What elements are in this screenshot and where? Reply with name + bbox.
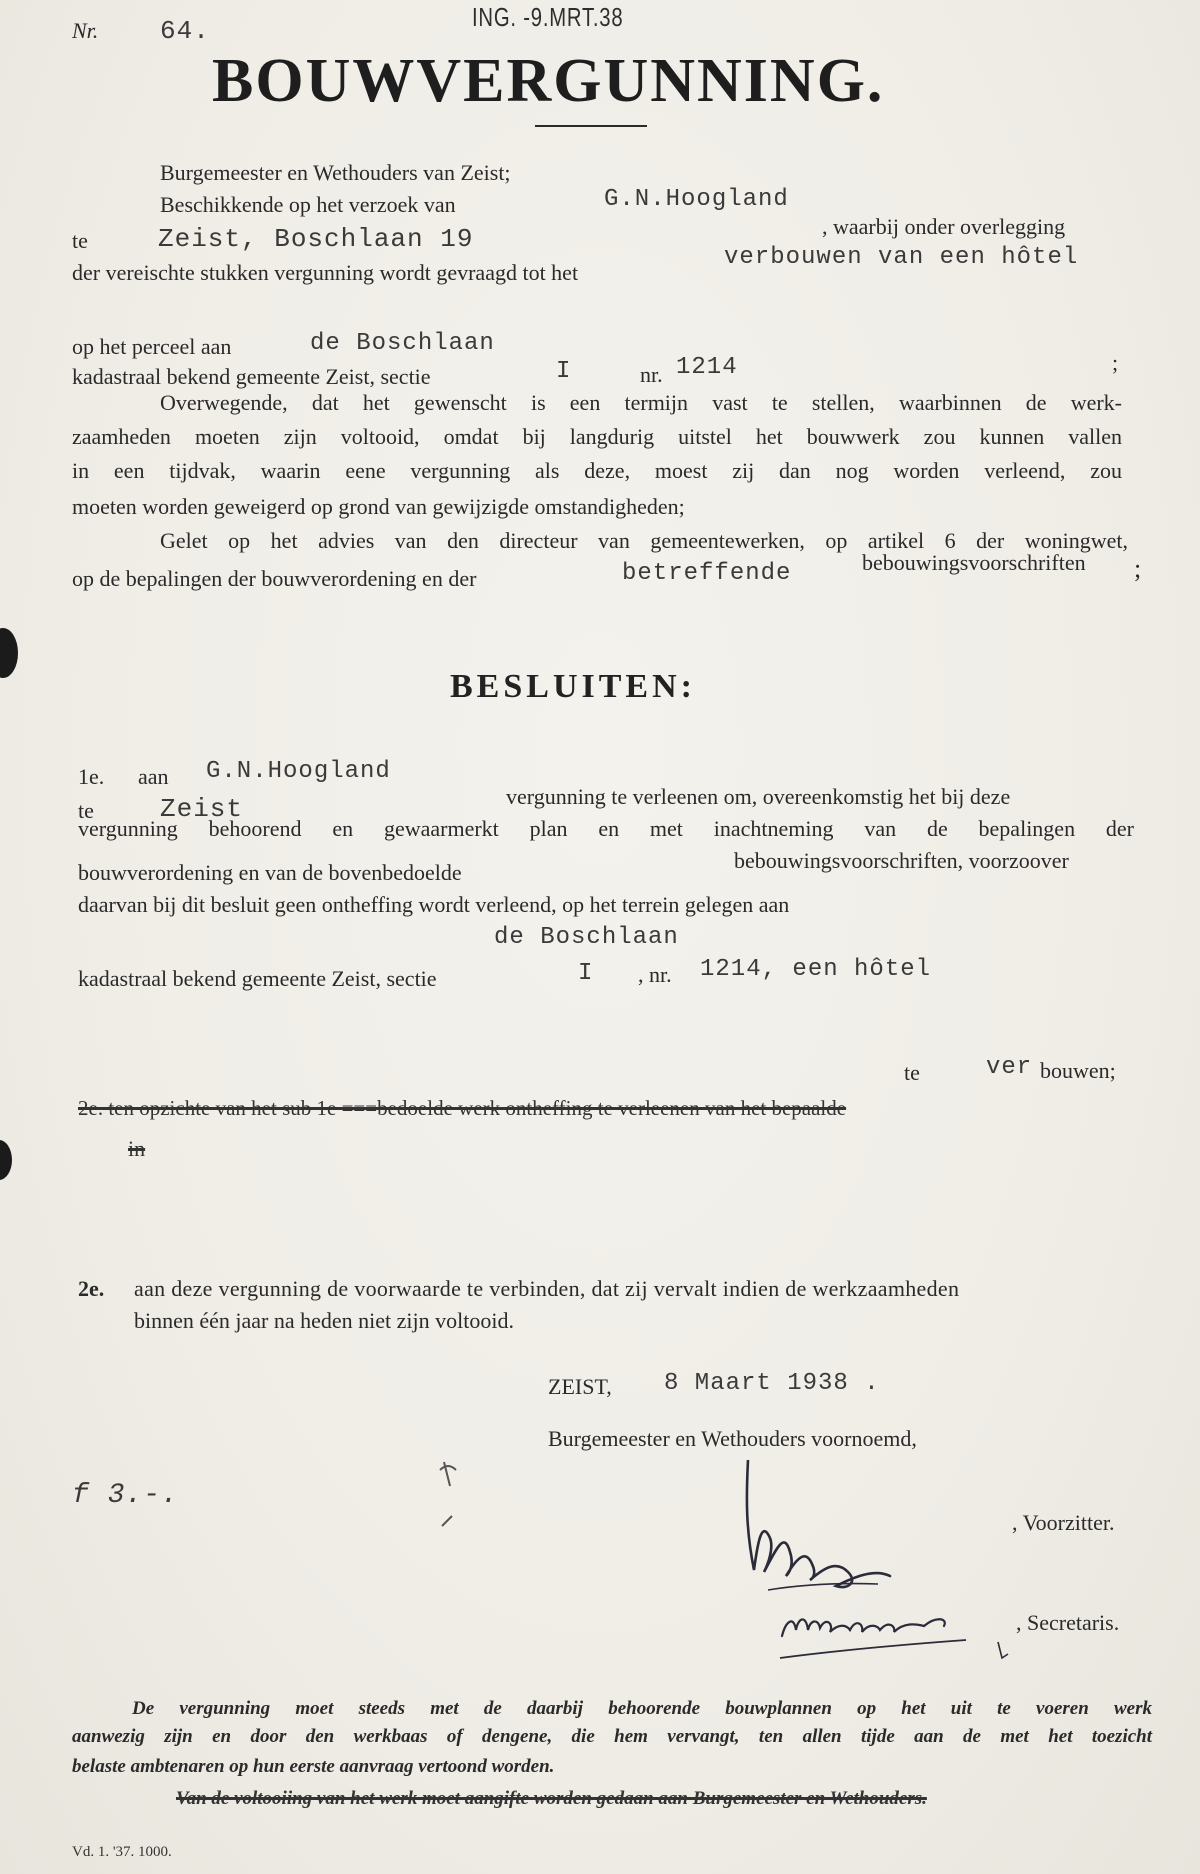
preamble-line1: Burgemeester en Wethouders van Zeist; <box>160 160 511 185</box>
title-underline <box>535 125 647 127</box>
item1-kadaster-label: kadastraal bekend gemeente Zeist, sectie <box>78 966 437 991</box>
gelet-line-2: op de bepalingen der bouwverordening en der <box>72 566 477 591</box>
gelet-line-1: Gelet op het advies van den directeur van gemeentewerken, op artikel 6 der woningwet, <box>160 528 1128 553</box>
kadaster-nr-label: nr. <box>640 362 663 387</box>
overwegende-line-3: in een tijdvak, waarin eene vergunning als deze, moest zij dan nog worden verleend, zou <box>72 458 1122 483</box>
item1-te-label-2: te <box>904 1060 920 1085</box>
request-line: der vereischte stukken vergunning wordt gevraagd tot het <box>72 260 579 285</box>
footer-note-line-3: belaste ambtenaren op hun eerste aanvraag vertoond worden. <box>72 1756 555 1777</box>
secretaris-signature <box>776 1596 1016 1676</box>
footer-note-line-2: aanwezig zijn en door den werkbaas of dengene, die hem vervangt, ten allen tijde aan de met het toezicht <box>72 1726 1152 1747</box>
secretaris-label: , Secretaris. <box>1016 1610 1120 1635</box>
request-purpose: verbouwen van een hôtel <box>724 244 1079 271</box>
voorzitter-label: , Voorzitter. <box>1012 1510 1115 1535</box>
preamble-request-label: Beschikkende op het verzoek van <box>160 192 456 217</box>
item1-place: Zeist <box>160 794 244 824</box>
perceel-label: op het perceel aan <box>72 334 232 359</box>
pencil-mark <box>434 1456 464 1536</box>
item1-aan-label: aan <box>138 764 169 789</box>
gelet-suffix: bebouwingsvoorschriften <box>862 550 1086 575</box>
punch-hole-top <box>0 628 18 678</box>
kadaster-label: kadastraal bekend gemeente Zeist, sectie <box>72 364 431 389</box>
item1-sectie: I <box>578 960 594 987</box>
item1-line4-suffix: bebouwingsvoorschriften, voorzoover <box>734 848 1069 873</box>
document-title: BOUWVERGUNNING. <box>212 47 885 115</box>
fee-amount: f 3.-. <box>72 1480 179 1511</box>
kadaster-nr: 1214 <box>676 354 738 381</box>
item1-line4-prefix: bouwverordening en van de bovenbedoelde <box>78 860 462 885</box>
closing-date: 8 Maart 1938 . <box>664 1370 880 1397</box>
item1-action: ver <box>986 1054 1033 1081</box>
gelet-fill: betreffende <box>622 560 792 587</box>
item1-line2: vergunning te verleenen om, overeenkomstig het bij deze <box>506 784 1011 809</box>
item1-location: de Boschlaan <box>494 924 679 951</box>
struck-item-line1: 2e. ten opzichte van het sub 1e ===bedoelde werk ontheffing te verleenen van het bepaalde <box>78 1096 847 1120</box>
overwegende-line-1: Overwegende, dat het gewenscht is een termijn vast te stellen, waarbinnen de werk- <box>160 390 1122 415</box>
footer-note-line-1: De vergunning moet steeds met de daarbij behoorende bouwplannen op het uit te voeren werk <box>132 1698 1152 1719</box>
applicant-name: G.N.Hoogland <box>604 186 789 213</box>
applicant-address: Zeist, Boschlaan 19 <box>158 224 474 254</box>
overwegende-line-2: zaamheden moeten zijn voltooid, omdat bij langdurig uitstel het bouwwerk zou kunnen vallen <box>72 424 1122 449</box>
struck-item-line2: in <box>128 1136 146 1161</box>
item1-number: 1e. <box>78 764 105 789</box>
gelet-end: ; <box>1134 554 1142 583</box>
item1-action-printed: bouwen; <box>1040 1058 1116 1083</box>
kadaster-sectie: I <box>556 358 572 385</box>
form-code: Vd. 1. '37. 1000. <box>72 1844 172 1860</box>
item1-name: G.N.Hoogland <box>206 758 391 785</box>
received-stamp: ING. -9.MRT.38 <box>472 2 624 32</box>
item1-te-label: te <box>78 798 94 823</box>
item1-line5: daarvan bij dit besluit geen ontheffing wordt verleend, op het terrein gelegen aan <box>78 892 790 917</box>
item1-nr-object: 1214, een hôtel <box>700 956 932 983</box>
te-label: te <box>72 228 88 253</box>
item1-nr-label: , nr. <box>638 962 672 987</box>
nr-value: 64. <box>160 16 210 46</box>
item2-line1: aan deze vergunning de voorwaarde te verbinden, dat zij vervalt indien de werkzaamheden <box>134 1276 960 1301</box>
item2-line2: binnen één jaar na heden niet zijn voltooid. <box>134 1308 514 1333</box>
waarbij-text: , waarbij onder overlegging <box>822 214 1066 239</box>
voorzitter-signature <box>728 1460 918 1600</box>
punch-hole-bottom <box>0 1140 12 1180</box>
besluiten-heading: BESLUITEN: <box>450 668 696 705</box>
overwegende-line-4: moeten worden geweigerd op grond van gewijzigde omstandigheden; <box>72 494 685 519</box>
item1-line3: vergunning behoorend en gewaarmerkt plan en met inachtneming van de bepalingen der <box>78 816 1134 841</box>
perceel-value: de Boschlaan <box>310 330 495 357</box>
item2-number: 2e. <box>78 1276 105 1301</box>
footer-struck-note: Van de voltooiing van het werk moet aangifte worden gedaan aan Burgemeester en Wethouders. <box>176 1788 927 1809</box>
kadaster-semicolon: ; <box>1112 350 1119 375</box>
closing-place: ZEIST, <box>548 1374 612 1399</box>
nr-label: Nr. <box>72 18 99 43</box>
closing-signatories: Burgemeester en Wethouders voornoemd, <box>548 1426 917 1451</box>
